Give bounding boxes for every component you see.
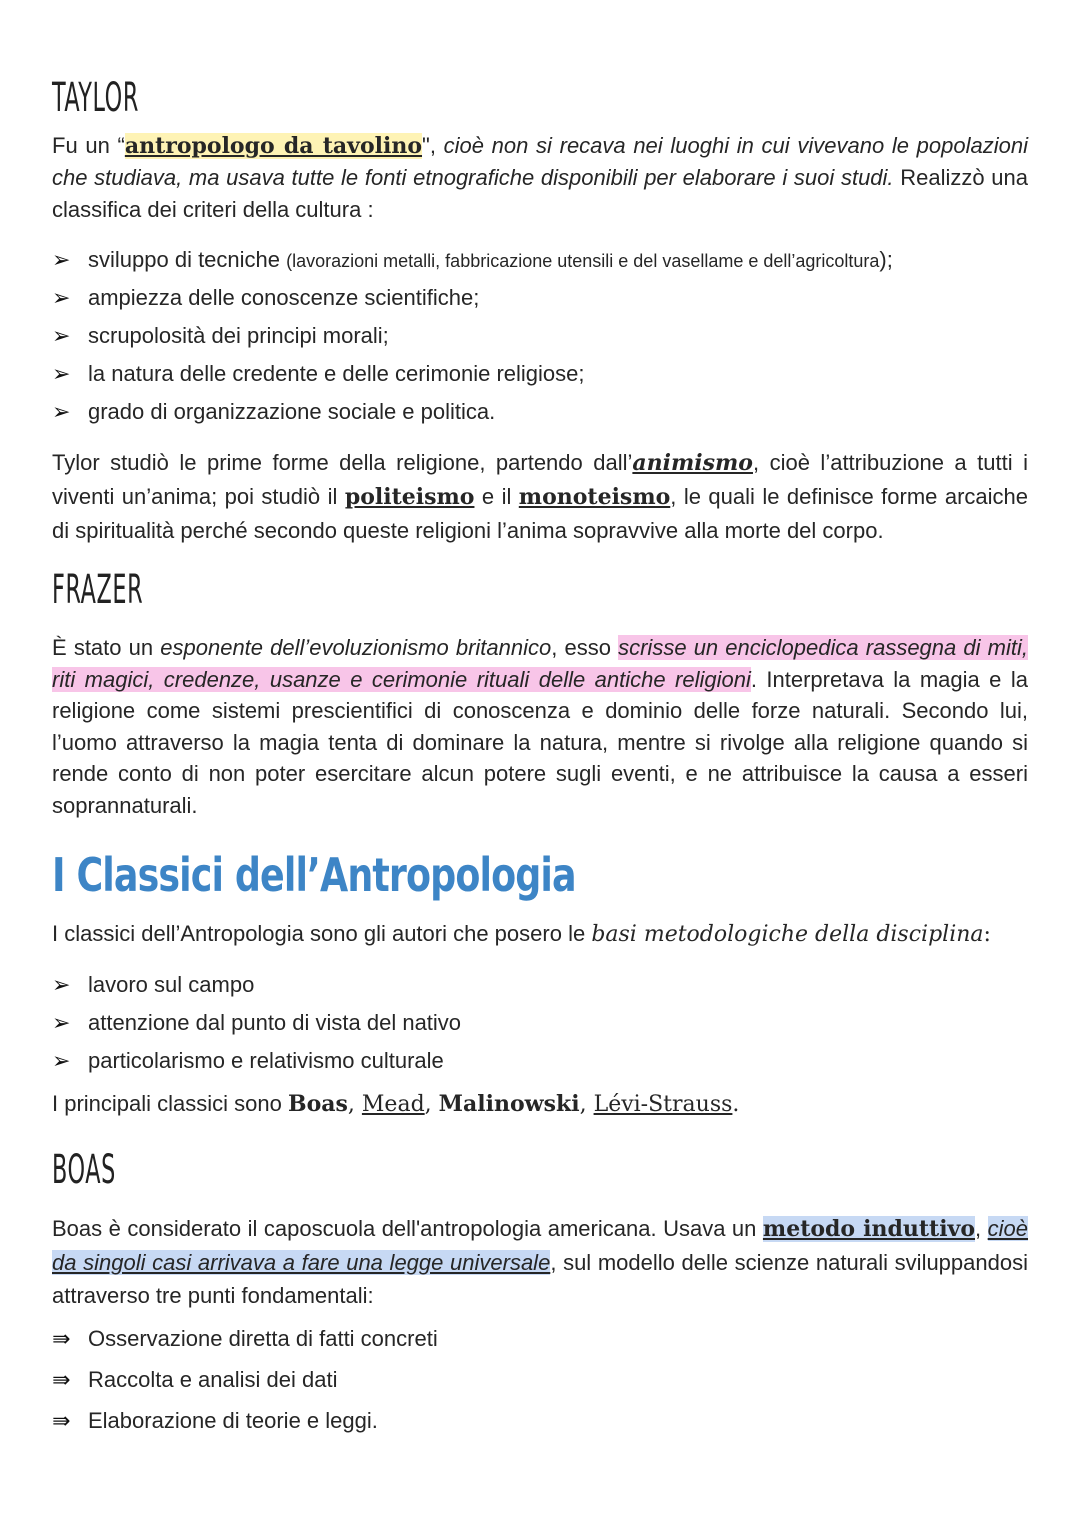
classici-principals [52,1088,1028,1121]
boas-points-list [52,1318,1028,1441]
list-item [52,393,1028,431]
list-item [52,1042,1028,1080]
list-item [52,1359,1028,1400]
highlighted-text: scrisse un enciclopedica rassegna di miti, riti magici, credenze, usanze e cerimonie rituali delle antiche religioni [52,635,1028,692]
term-animismo: animismo [632,450,753,476]
list-item-label: sviluppo di tecniche [88,247,287,272]
list-item [52,279,1028,317]
classici-list [52,966,1028,1080]
list-item [52,355,1028,393]
italic-text: cioè non si recava nei luoghi in cui vivevano le popolazioni che studiava, ma usava tutte le fonti etnografiche disponibili per elaborare i suoi studi. [52,133,1028,190]
text-fragment: ", [422,133,444,158]
text-fragment: . Interpretava la magia e la religione come sistemi prescientifici di conoscenza e dominio delle forze naturali. Secondo lui, l’uomo attraverso la magia tenta di dominare la natura, mentre si rivolge alla religione quando si rende conto di non poter esercitare alcun potere sugli eventi, e ne attribuisce la causa a esseri soprannaturali. [52,666,1028,818]
arrow-icon: ➢ [52,362,71,387]
text-fragment: Realizzò una classifica dei criteri della cultura : [52,165,1028,222]
text-fragment: , [975,1216,982,1241]
arrow-icon: ➢ [52,400,71,425]
text-fragment: , sul modello delle scienze naturali sviluppandosi attraverso tre punti fondamentali: [52,1250,1028,1308]
arrow-icon: ➢ [52,324,71,349]
list-item-label: Osservazione diretta di fatti concreti [88,1326,438,1351]
text-fragment: È stato un [52,635,161,660]
list-item [52,966,1028,1004]
list-item-label: ampiezza delle conoscenze scientifiche; [88,285,480,310]
list-item-note: (lavorazioni metalli, fabbricazione utensili e del vasellame e dell’agricoltura [286,251,880,271]
text-fragment: , le quali le definisce forme arcaiche di spiritualità perché secondo queste religioni l’anima sopravvive alla morte del corpo. [52,484,1028,543]
text-fragment: I principali classici sono [52,1091,288,1116]
list-item [52,241,1028,279]
term-metodo-induttivo: metodo induttivo [762,1216,976,1242]
name-mead: Mead [361,1092,425,1117]
text-fragment: I classici dell’Antropologia sono gli autori che posero le [52,921,592,946]
list-item-label: scrupolosità dei principi morali; [88,323,389,348]
frazer-paragraph [52,632,1028,821]
arrow-icon: ➢ [52,1049,71,1074]
classici-intro [52,918,1028,951]
implies-arrow-icon: ⇛ [52,1409,71,1434]
text-fragment: Fu un “ [52,133,125,158]
boas-heading: BOAS [52,1147,116,1193]
frazer-heading: FRAZER [52,567,144,613]
separator: , [579,1092,594,1117]
text-fragment: e il [474,484,519,509]
arrow-icon: ➢ [52,286,71,311]
term-politeismo: politeismo [344,484,475,510]
text-fragment: : [983,922,991,947]
boas-paragraph [52,1212,1028,1312]
list-item-label: Raccolta e analisi dei dati [88,1367,338,1392]
text-fragment: Tylor studiò le prime forme della religione, partendo dall’ [52,450,633,475]
list-item-label: lavoro sul campo [88,972,255,997]
arrow-icon: ➢ [52,248,71,273]
taylor-paragraph-2 [52,446,1028,548]
separator: , [347,1092,362,1117]
text-fragment: , esso [551,635,619,660]
highlighted-text: cioè da singoli casi arrivava a fare una legge universale [52,1216,1029,1275]
italic-text: basi metodologiche della disciplina [591,922,984,947]
list-item [52,1004,1028,1042]
section-title-classici: I Classici dell’Antropologia [52,848,576,902]
list-item [52,1318,1028,1359]
separator: , [424,1092,439,1117]
implies-arrow-icon: ⇛ [52,1368,71,1393]
list-item-label: grado di organizzazione sociale e politica. [88,399,496,424]
name-levi-strauss: Lévi-Strauss [593,1092,733,1117]
list-item [52,317,1028,355]
arrow-icon: ➢ [52,973,71,998]
name-boas: Boas [287,1091,348,1117]
text-fragment: , cioè l’attribuzione a tutti i viventi un’anima; poi studiò il [52,450,1028,509]
term-monoteismo: monoteismo [518,484,671,510]
italic-text: esponente dell’evoluzionismo britannico [160,635,552,660]
list-item [52,1400,1028,1441]
list-item-label: particolarismo e relativismo culturale [88,1048,444,1073]
list-item-end: ); [879,247,893,272]
separator: . [732,1092,740,1117]
list-item-label: Elaborazione di teorie e leggi. [88,1408,378,1433]
taylor-paragraph-1 [52,130,1028,226]
arrow-icon: ➢ [52,1011,71,1036]
name-malinowski: Malinowski [438,1091,580,1117]
term-antropologo-da-tavolino: antropologo da tavolino [124,133,423,159]
taylor-heading: TAYLOR [52,75,139,121]
criteria-list [52,241,1028,431]
text-fragment: Boas è considerato il caposcuola dell'antropologia americana. Usava un [52,1216,763,1241]
list-item-label: attenzione dal punto di vista del nativo [88,1010,462,1035]
list-item-label: la natura delle credente e delle cerimonie religiose; [88,361,585,386]
implies-arrow-icon: ⇛ [52,1327,71,1352]
